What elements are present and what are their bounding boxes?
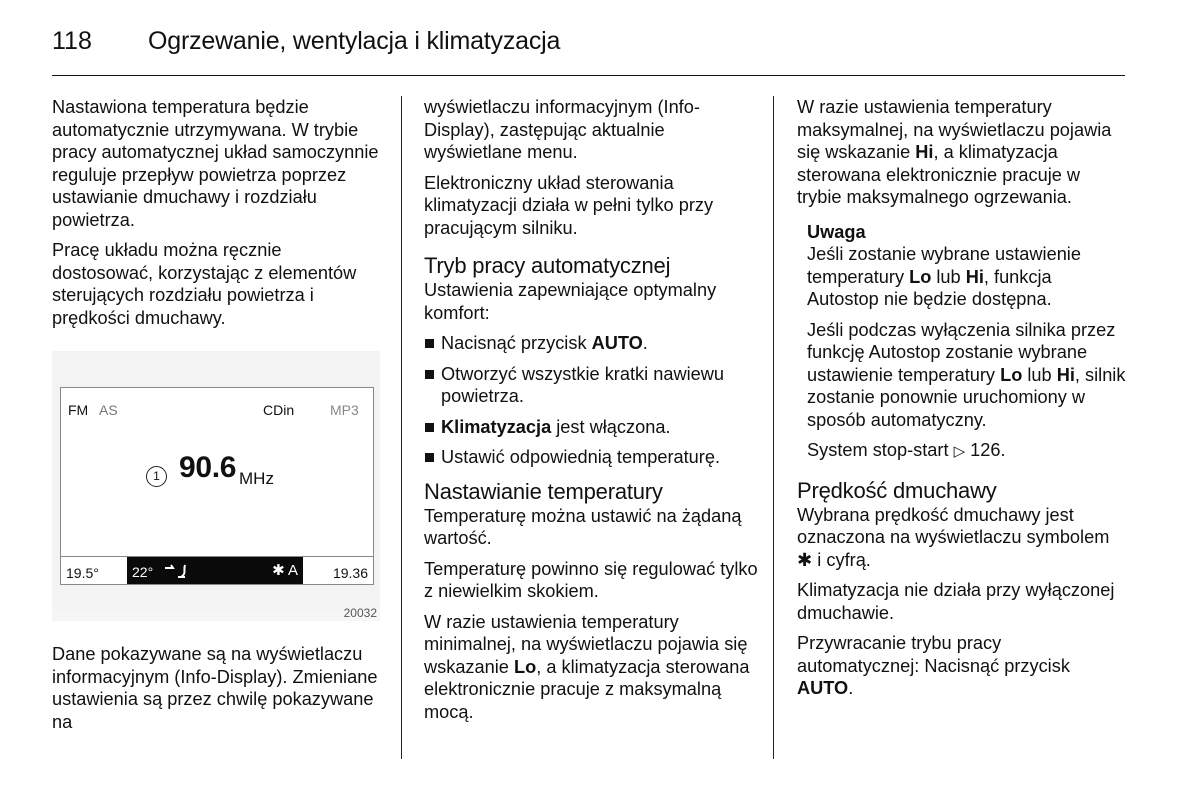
- page-header: [52, 22, 1125, 78]
- climate-status-bar: [61, 556, 373, 584]
- column-divider-2: [773, 96, 774, 759]
- paragraph: Nastawiona temperatura będzie automatycznie utrzymywana. W trybie pracy automatycznej układ samoczynnie reguluje przepływ powietrza poprzez ustawianie dmuchawy i rozdziału powietrza.: [52, 97, 379, 230]
- as-label: AS: [99, 402, 118, 418]
- column-1: [52, 96, 382, 741]
- fan-icon: ✱: [272, 562, 285, 579]
- paragraph: Ustawienia zapewniające optymalny komfort:: [424, 280, 717, 323]
- bullet-square-icon: [425, 453, 434, 462]
- paragraph: Elektroniczny układ sterowania klimatyzacji działa w pełni tylko przy pracującym silniku.: [424, 172, 714, 238]
- list-item: Otworzyć wszystkie kratki nawiewu powietrza.: [424, 363, 759, 408]
- set-temperature: 22°: [132, 564, 154, 580]
- bullet-square-icon: [425, 339, 434, 348]
- header-rule: [52, 75, 1125, 76]
- info-display-screen: [60, 387, 374, 585]
- column-2: [424, 96, 759, 731]
- figure-code: 20032: [343, 606, 377, 620]
- paragraph: Dane pokazywane są na wyświetlaczu informacyjnym (Info-Display). Zmieniane ustawienia są przez chwilę pokazywane na: [52, 644, 378, 732]
- paragraph: Temperaturę można ustawić na żądaną wartość.: [424, 505, 742, 548]
- bullet-square-icon: [425, 423, 434, 432]
- note-title: Uwaga: [807, 221, 866, 242]
- note-box: [797, 221, 1127, 464]
- fan-mode: A: [287, 562, 298, 579]
- paragraph: wyświetlaczu informacyjnym (Info-Display), zastępując aktualnie wyświetlane menu.: [424, 97, 700, 162]
- page-number: 118: [52, 27, 92, 55]
- page-title: Ogrzewanie, wentylacja i klimatyzacja: [148, 27, 561, 55]
- band-label: FM: [68, 402, 89, 418]
- fan-icon: ✱: [797, 549, 813, 570]
- paragraph: Pracę układu można ręcznie dostosować, korzystając z elementów sterujących rozdziału powietrza i prędkości dmuchawy.: [52, 240, 357, 328]
- column-divider-1: [401, 96, 402, 759]
- air-distribution-icon: [161, 563, 195, 579]
- list-item: Klimatyzacja jest włączona.: [424, 416, 759, 439]
- paragraph: W razie ustawienia temperatury minimalnej, na wyświetlaczu pojawia się wskazanie Lo, a klimatyzacja sterowana elektronicznie pracuje z maksymalną mocą.: [424, 611, 750, 722]
- cross-reference-arrow-icon: ▷: [953, 443, 966, 460]
- mp3-label: MP3: [330, 402, 359, 418]
- climate-settings: [127, 557, 303, 584]
- outside-temperature: 19.5°: [66, 565, 99, 581]
- paragraph: Jeśli zostanie wybrane ustawienie temperatury Lo lub Hi, funkcja Autostop nie będzie dostępna.: [807, 244, 1081, 309]
- section-heading: Tryb pracy automatycznej: [424, 253, 671, 278]
- frequency-unit: MHz: [239, 469, 274, 488]
- list-item: Ustawić odpowiednią temperaturę.: [424, 446, 759, 469]
- bullet-square-icon: [425, 370, 434, 379]
- paragraph: Klimatyzacja nie działa przy wyłączonej dmuchawie.: [797, 580, 1115, 623]
- paragraph: Jeśli podczas wyłączenia silnika przez funkcję Autostop zostanie wybrane ustawienie temperatury Lo lub Hi, silnik zostanie ponownie uruchomiony w sposób automatyczny.: [807, 319, 1126, 430]
- section-heading: Prędkość dmuchawy: [797, 477, 997, 503]
- paragraph: W razie ustawienia temperatury maksymalnej, na wyświetlaczu pojawia się wskazanie Hi, a klimatyzacja sterowana elektronicznie pracuje w trybie maksymalnego ogrzewania.: [797, 97, 1112, 207]
- preset-number-icon: 1: [146, 466, 167, 487]
- list-item: Nacisnąć przycisk AUTO.: [424, 332, 759, 355]
- bullet-list: [424, 332, 759, 469]
- paragraph: Temperaturę powinno się regulować tylko z niewielkim skokiem.: [424, 558, 758, 601]
- paragraph: System stop-start ▷ 126.: [807, 440, 1006, 460]
- inside-temperature: 19.36: [332, 565, 368, 581]
- paragraph: Przywracanie trybu pracy automatycznej: Nacisnąć przycisk AUTO.: [797, 633, 1070, 698]
- column-3: [797, 96, 1127, 708]
- section-heading: Nastawianie temperatury: [424, 478, 663, 504]
- paragraph: Wybrana prędkość dmuchawy jest oznaczona na wyświetlaczu symbolem ✱ i cyfrą.: [797, 504, 1110, 570]
- radio-display-figure: [52, 351, 380, 621]
- frequency-value: 90.6: [179, 451, 237, 484]
- cdin-label: CDin: [263, 402, 295, 418]
